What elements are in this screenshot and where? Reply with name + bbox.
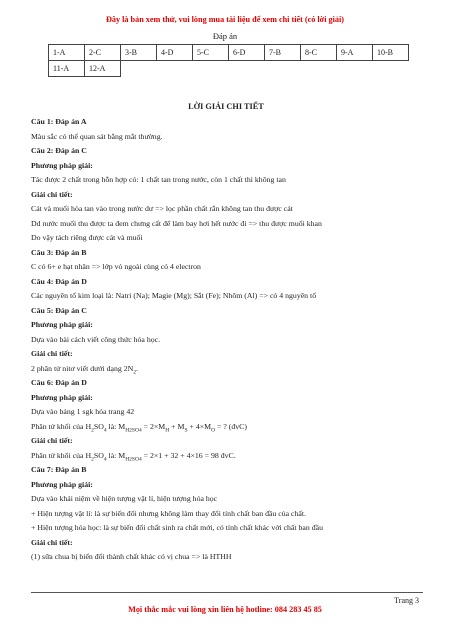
question-title: Câu 7: Đáp án B [31, 465, 87, 474]
solution-line: Cát và muối hòa tan vào trong nước dư => lọc phần chất rắn không tan thu được cát [31, 204, 293, 213]
footer-divider [31, 592, 423, 593]
question-title: Câu 5: Đáp án C [31, 305, 87, 315]
hotline-footer: Mọi thắc mắc vui lòng xin liên hệ hotline: 084 283 45 85 [128, 605, 322, 614]
question-title: Câu 6: Đáp án D [31, 378, 87, 387]
solution-line: (1) sữa chua bị biến đổi thành chất khác có vị chua => là HTHH [31, 552, 232, 561]
detail-label: Giải chi tiết: [31, 189, 73, 199]
answer-cell: 1-A [49, 45, 85, 61]
answer-key-table [48, 44, 409, 77]
answer-cell: 10-B [373, 45, 409, 61]
answer-row-1 [49, 45, 409, 61]
formula-line: Phân tử khối của $H_2SO_4$ là: $M_{H2SO4} = 2\times 1 + 32 + 4\times 16 = 98$ đvC. [31, 450, 236, 463]
answer-cell: 12-A [85, 61, 121, 77]
solution-line: Do vậy tách riêng được cát và muối [31, 233, 143, 242]
detail-label: Giải chi tiết: [31, 349, 73, 358]
answer-cell: 9-A [337, 45, 373, 61]
method-text: Tác được 2 chất trong hỗn hợp có: 1 chất tan trong nước, còn 1 chất thì không tan [31, 175, 286, 184]
method-label: Phương pháp giải: [31, 479, 93, 489]
question-title: Câu 1: Đáp án A [31, 117, 87, 126]
method-text: Dựa vào bài cách viết công thức hóa học. [31, 334, 161, 344]
answer-key-title: Đáp án [212, 31, 238, 41]
method-label: Phương pháp giải: [31, 160, 93, 170]
answer-cell: 2-C [85, 45, 121, 61]
answer-cell: 11-A [49, 61, 85, 77]
solution-content [31, 98, 421, 565]
page-number: Trang 3 [394, 596, 419, 605]
solution-line: Màu sắc có thể quan sát bằng mắt thường. [31, 131, 163, 141]
answer-cell: 7-B [265, 45, 301, 61]
section-title: LỜI GIẢI CHI TIẾT [188, 102, 264, 111]
solution-line: + Hiện tượng hóa học: là sự biến đổi chất sinh ra chất mới, có tính chất khác với chất ban đầu [31, 523, 323, 532]
answer-cell: 3-B [121, 45, 157, 61]
answer-cell: 4-D [157, 45, 193, 61]
method-text: Dựa vào bảng 1 sgk hóa trang 42 [31, 407, 135, 416]
formula-line: Phân tử khối của $H_2SO_4$ là: $M_{H2SO4} = 2\times M_H + M_S + 4\times M_O$ = ? (đvC) [31, 421, 247, 434]
method-label: Phương pháp giải: [31, 392, 93, 402]
solution-line: Các nguyên tố kim loại là: Natri (Na); Magie (Mg); Sắt (Fe); Nhôm (Al) => có 4 nguyên tố [31, 291, 317, 300]
question-title: Câu 3: Đáp án B [31, 247, 87, 257]
detail-label: Giải chi tiết: [31, 537, 73, 547]
solution-line: + Hiện tượng vật lí: là sự biến đổi nhưng không làm thay đổi tính chất ban đầu của chất. [31, 508, 306, 518]
answer-cell: 8-C [301, 45, 337, 61]
formula-line: 2 phân tử nitơ viết dưới dạng $2N_2$. [31, 363, 138, 376]
question-title: Câu 4: Đáp án D [31, 276, 87, 286]
solution-line: Dd nước muối thu được ta đem chưng cất để làm bay hơi hết nước đi => thu được muối khan [31, 218, 322, 228]
solution-line: C có 6+ e hạt nhân => lớp vỏ ngoài cùng có 4 electron [31, 262, 201, 271]
detail-label: Giải chi tiết: [31, 436, 73, 445]
method-text: Dựa vào khái niệm về hiện tượng vật lí, hiện tượng hóa học [31, 494, 218, 503]
preview-banner: Đây là bản xem thử, vui lòng mua tài liệu để xem chi tiết (có lời giải) [105, 15, 344, 24]
answer-row-2 [49, 61, 409, 77]
method-label: Phương pháp giải: [31, 320, 93, 329]
question-title: Câu 2: Đáp án C [31, 146, 87, 155]
answer-cell: 6-D [229, 45, 265, 61]
answer-cell: 5-C [193, 45, 229, 61]
